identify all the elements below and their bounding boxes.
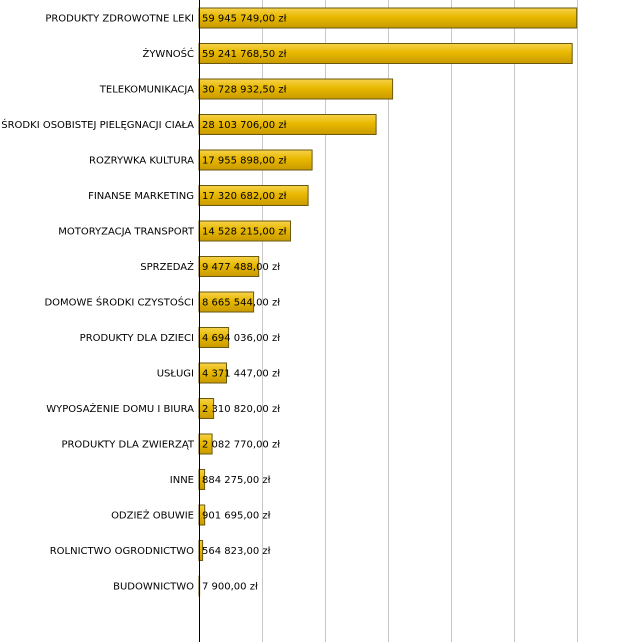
value-label: 884 275,00 zł <box>202 475 271 486</box>
value-label: 2 310 820,00 zł <box>202 404 281 415</box>
category-label: PRODUKTY DLA DZIECI <box>79 333 194 344</box>
value-label: 59 945 749,00 zł <box>202 13 287 25</box>
category-label: SPRZEDAŻ <box>140 262 194 273</box>
category-label: PRODUKTY DLA ZWIERZĄT <box>61 439 194 451</box>
category-label: ROZRYWKA KULTURA <box>89 155 194 167</box>
category-label: USŁUGI <box>156 368 194 380</box>
category-label: INNE <box>169 475 194 486</box>
category-label: DOMOWE ŚRODKI CZYSTOŚCI <box>44 297 194 309</box>
category-label: MOTORYZACJA TRANSPORT <box>58 226 194 238</box>
category-label: ODZIEŻ OBUWIE <box>111 510 194 522</box>
value-labels <box>202 14 287 593</box>
category-label: PRODUKTY ZDROWOTNE LEKI <box>45 13 194 25</box>
value-label: 17 955 898,00 zł <box>202 155 287 167</box>
value-label: 28 103 706,00 zł <box>202 120 287 131</box>
value-label: 17 320 682,00 zł <box>202 191 287 202</box>
value-label: 4 694 036,00 zł <box>202 333 281 344</box>
category-label: FINANSE MARKETING <box>88 191 194 202</box>
value-label: 9 477 488,00 zł <box>202 262 281 273</box>
category-label: ŻYWNOŚĆ <box>142 49 194 60</box>
value-label: 7 900,00 zł <box>202 581 258 593</box>
value-label: 14 528 215,00 zł <box>202 226 287 238</box>
category-label: TELEKOMUNIKACJA <box>99 84 194 96</box>
category-labels <box>1 14 195 593</box>
value-label: 4 371 447,00 zł <box>202 368 281 380</box>
category-label: WYPOSAŻENIE DOMU I BIURA <box>46 404 194 415</box>
value-label: 2 082 770,00 zł <box>202 439 281 451</box>
category-label: ŚRODKI OSOBISTEJ PIELĘGNACJI CIAŁA <box>1 120 194 131</box>
value-label: 59 241 768,50 zł <box>202 49 287 60</box>
value-label: 564 823,00 zł <box>202 546 271 557</box>
value-label: 901 695,00 zł <box>202 510 271 522</box>
value-label: 8 665 544,00 zł <box>202 297 281 309</box>
category-label: ROLNICTWO OGRODNICTWO <box>49 546 194 557</box>
category-label: BUDOWNICTWO <box>113 581 194 593</box>
value-label: 30 728 932,50 zł <box>202 84 287 96</box>
